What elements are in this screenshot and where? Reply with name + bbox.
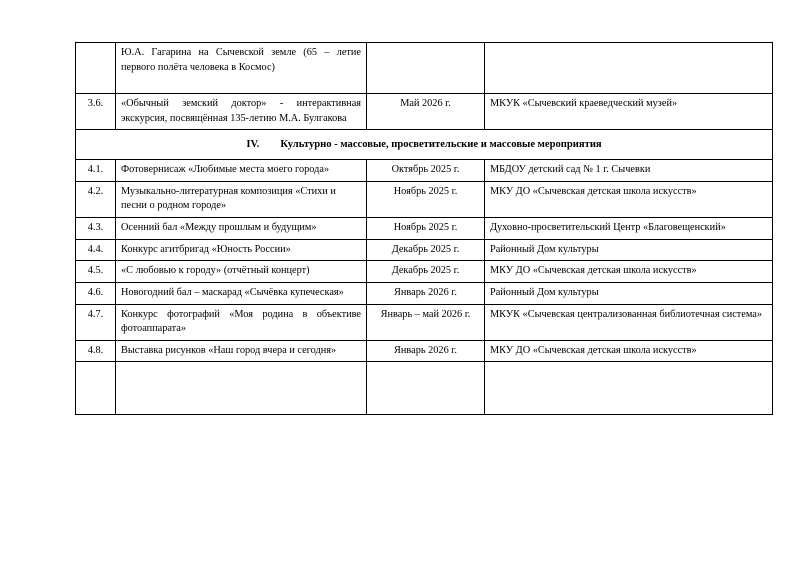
row-name: Фотовернисаж «Любимые места моего города» — [116, 160, 367, 182]
row-date: Январь 2026 г. — [367, 282, 485, 304]
row-number: 4.3. — [76, 218, 116, 240]
spacer-cell-org — [485, 362, 773, 415]
row-org: Районный Дом культуры — [485, 282, 773, 304]
row-number: 3.6. — [76, 94, 116, 130]
section-number: IV. — [246, 139, 260, 151]
table-row — [76, 181, 773, 217]
table-row — [76, 282, 773, 304]
row-number: 4.7. — [76, 304, 116, 340]
table-row — [76, 239, 773, 261]
row-name: Выставка рисунков «Наш город вчера и сегодня» — [116, 340, 367, 362]
spacer-cell-name — [116, 362, 367, 415]
section-title: Культурно - массовые, просветительские и массовые мероприятия — [280, 139, 602, 151]
row-name: «С любовью к городу» (отчётный концерт) — [116, 261, 367, 283]
section-heading-row — [76, 130, 773, 160]
schedule-table — [75, 42, 773, 415]
row-name: Осенний бал «Между прошлым и будущим» — [116, 218, 367, 240]
row-name: Музыкально-литературная композиция «Стихи и песни о родном городе» — [116, 181, 367, 217]
row-date: Декабрь 2025 г. — [367, 261, 485, 283]
row-name: Ю.А. Гагарина на Сычевской земле (65 – летие первого полёта человека в Космос) — [116, 43, 367, 94]
row-number: 4.6. — [76, 282, 116, 304]
section-heading-inner — [246, 137, 601, 152]
row-date: Ноябрь 2025 г. — [367, 218, 485, 240]
row-date: Январь – май 2026 г. — [367, 304, 485, 340]
row-name: Конкурс агитбригад «Юность России» — [116, 239, 367, 261]
table-row — [76, 304, 773, 340]
row-date: Январь 2026 г. — [367, 340, 485, 362]
table-row — [76, 160, 773, 182]
table-row — [76, 340, 773, 362]
row-date — [367, 43, 485, 94]
row-date: Октябрь 2025 г. — [367, 160, 485, 182]
row-org: Духовно-просветительский Центр «Благовещенский» — [485, 218, 773, 240]
row-number — [76, 43, 116, 94]
row-number: 4.4. — [76, 239, 116, 261]
row-org — [485, 43, 773, 94]
row-org: МКУК «Сычевская централизованная библиотечная система» — [485, 304, 773, 340]
row-org: МКУК «Сычевский краеведческий музей» — [485, 94, 773, 130]
row-name: «Обычный земский доктор» - интерактивная экскурсия, посвящённая 135-летию М.А. Булгакова — [116, 94, 367, 130]
section-heading-cell — [76, 130, 773, 160]
table-row — [76, 218, 773, 240]
row-number: 4.1. — [76, 160, 116, 182]
row-number: 4.2. — [76, 181, 116, 217]
row-name: Новогодний бал – маскарад «Сычёвка купеческая» — [116, 282, 367, 304]
row-date: Ноябрь 2025 г. — [367, 181, 485, 217]
row-name: Конкурс фотографий «Моя родина в объективе фотоаппарата» — [116, 304, 367, 340]
spacer-cell-date — [367, 362, 485, 415]
row-org: МБДОУ детский сад № 1 г. Сычевки — [485, 160, 773, 182]
row-date: Май 2026 г. — [367, 94, 485, 130]
row-date: Декабрь 2025 г. — [367, 239, 485, 261]
table-trailing-spacer-row — [76, 362, 773, 415]
table-row — [76, 94, 773, 130]
row-org: МКУ ДО «Сычевская детская школа искусств» — [485, 181, 773, 217]
table-row — [76, 261, 773, 283]
row-number: 4.5. — [76, 261, 116, 283]
row-org: МКУ ДО «Сычевская детская школа искусств» — [485, 261, 773, 283]
row-org: МКУ ДО «Сычевская детская школа искусств» — [485, 340, 773, 362]
row-number: 4.8. — [76, 340, 116, 362]
row-org: Районный Дом культуры — [485, 239, 773, 261]
spacer-cell-number — [76, 362, 116, 415]
table-row — [76, 43, 773, 94]
